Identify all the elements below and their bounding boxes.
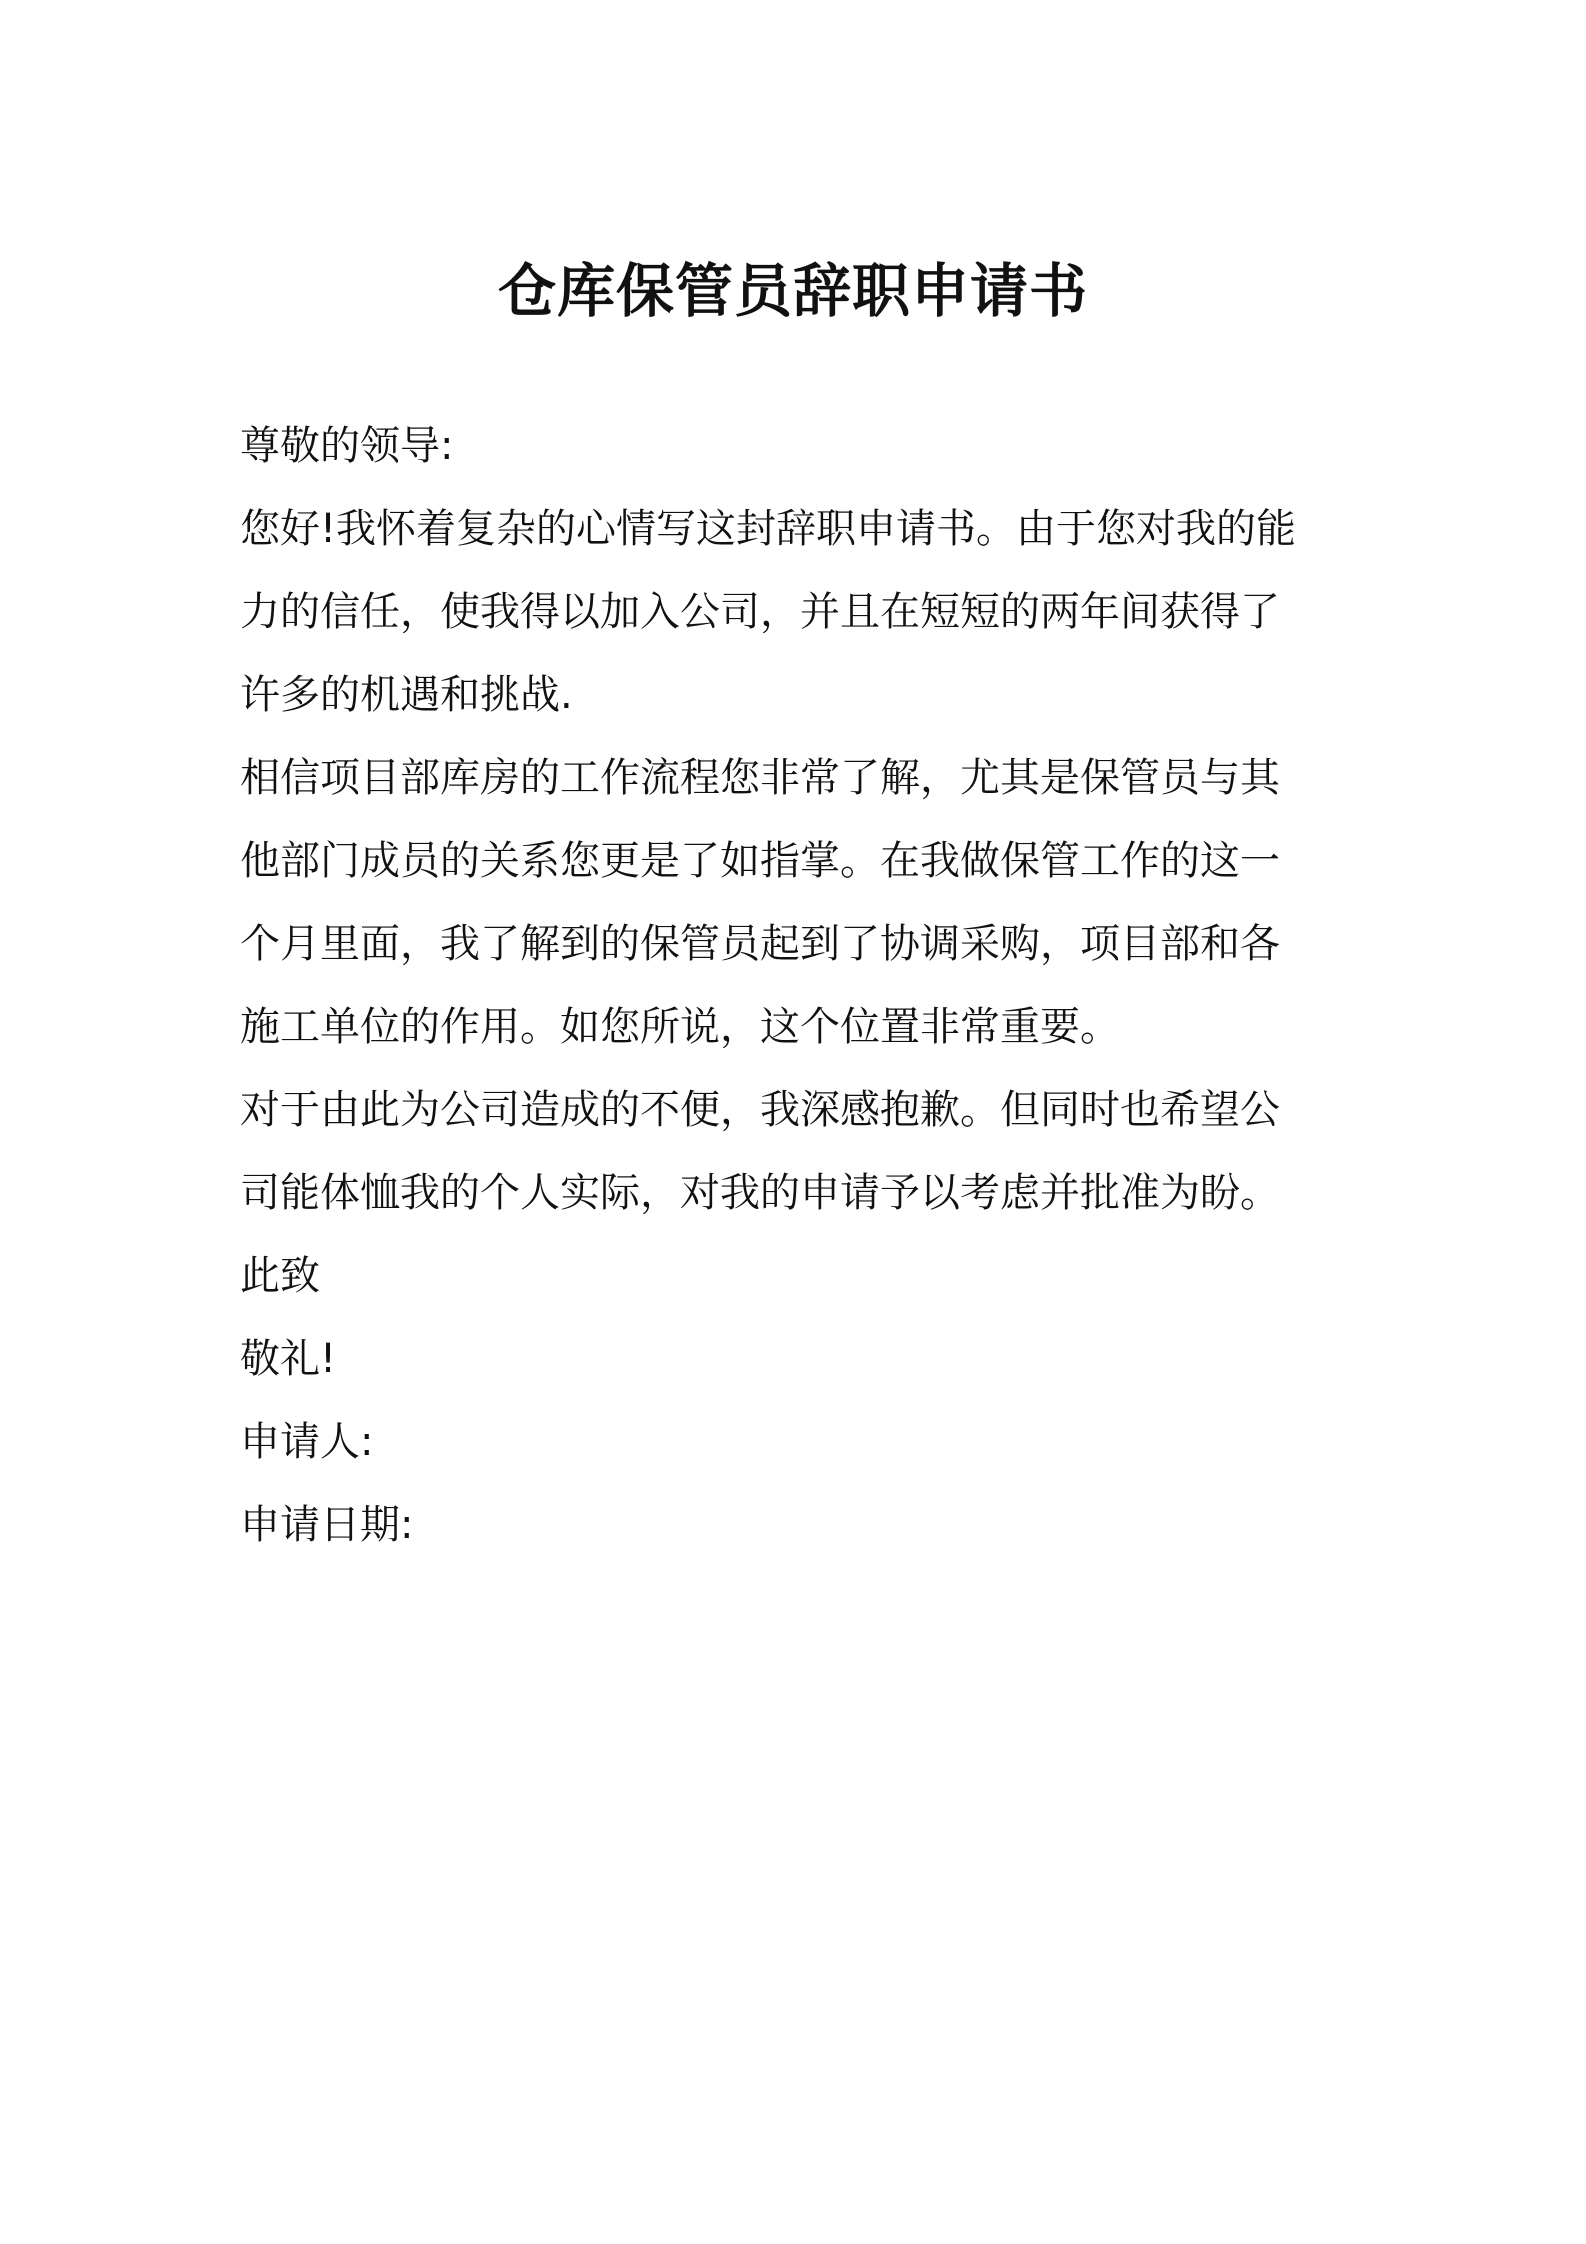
salutation-line: 尊敬的领导: (240, 423, 454, 469)
body-line: 个月里面，我了解到的保管员起到了协调采购，项目部和各 (240, 921, 1280, 967)
body-line: 许多的机遇和挑战. (240, 672, 573, 718)
document-body (240, 405, 1355, 1567)
body-line: 司能体恤我的个人实际，对我的申请予以考虑并批准为盼。 (240, 1170, 1280, 1216)
body-line: 相信项目部库房的工作流程您非常了解，尤其是保管员与其 (240, 755, 1280, 801)
application-date-line: 申请日期: (240, 1502, 414, 1548)
body-line: 对于由此为公司造成的不便，我深感抱歉。但同时也希望公 (240, 1087, 1280, 1133)
applicant-line: 申请人: (240, 1419, 374, 1465)
body-line: 他部门成员的关系您更是了如指掌。在我做保管工作的这一 (240, 838, 1280, 884)
body-line: 力的信任，使我得以加入公司，并且在短短的两年间获得了 (240, 589, 1280, 635)
closing-line: 此致 (240, 1253, 320, 1299)
closing-line: 敬礼! (240, 1336, 337, 1382)
body-line: 您好!我怀着复杂的心情写这封辞职申请书。由于您对我的能 (240, 506, 1297, 552)
document-title: 仓库保管员辞职申请书 (497, 257, 1088, 325)
body-line: 施工单位的作用。如您所说，这个位置非常重要。 (240, 1004, 1120, 1050)
